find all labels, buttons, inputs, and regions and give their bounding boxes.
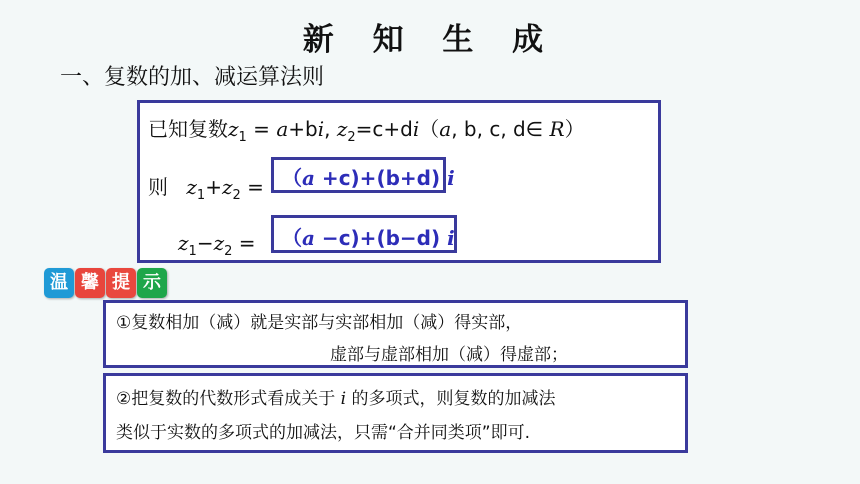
tip-box-1	[103, 300, 688, 368]
tip1-line1: ①复数相加（减）就是实部与实部相加（减）得实部，	[116, 313, 523, 333]
page-title: 新 知 生 成	[302, 22, 558, 58]
tip1-line2: 虚部与虚部相加（减）得虚部；	[330, 345, 568, 365]
tip-badge-3: 提	[106, 268, 136, 298]
tip-badge-1: 温	[44, 268, 74, 298]
difference-formula-label: $z_1-z_2$ =	[178, 231, 256, 259]
tip-badge-4: 示	[137, 268, 167, 298]
tip-box-2	[103, 373, 688, 453]
tip2-line2: 类似于实数的多项式的加减法，只需“合并同类项”即可.	[116, 423, 531, 443]
tip2-line1: ②把复数的代数形式看成关于 i 的多项式，则复数的加减法	[116, 389, 556, 409]
tip-badge-group	[44, 268, 168, 298]
sum-formula-label: 则 $z_1+z_2$ =	[148, 175, 264, 203]
tip-badge-2: 馨	[75, 268, 105, 298]
known-statement: 已知复数$z_1 = a+bi$, $z_2=c+di(a$, b, c, d∈ R）	[148, 117, 585, 145]
section-heading: 一、复数的加、减运算法则	[60, 65, 325, 90]
difference-result: （a −c)+(b−d) i	[271, 215, 457, 253]
sum-result: （a +c)+(b+d) i	[271, 157, 446, 193]
